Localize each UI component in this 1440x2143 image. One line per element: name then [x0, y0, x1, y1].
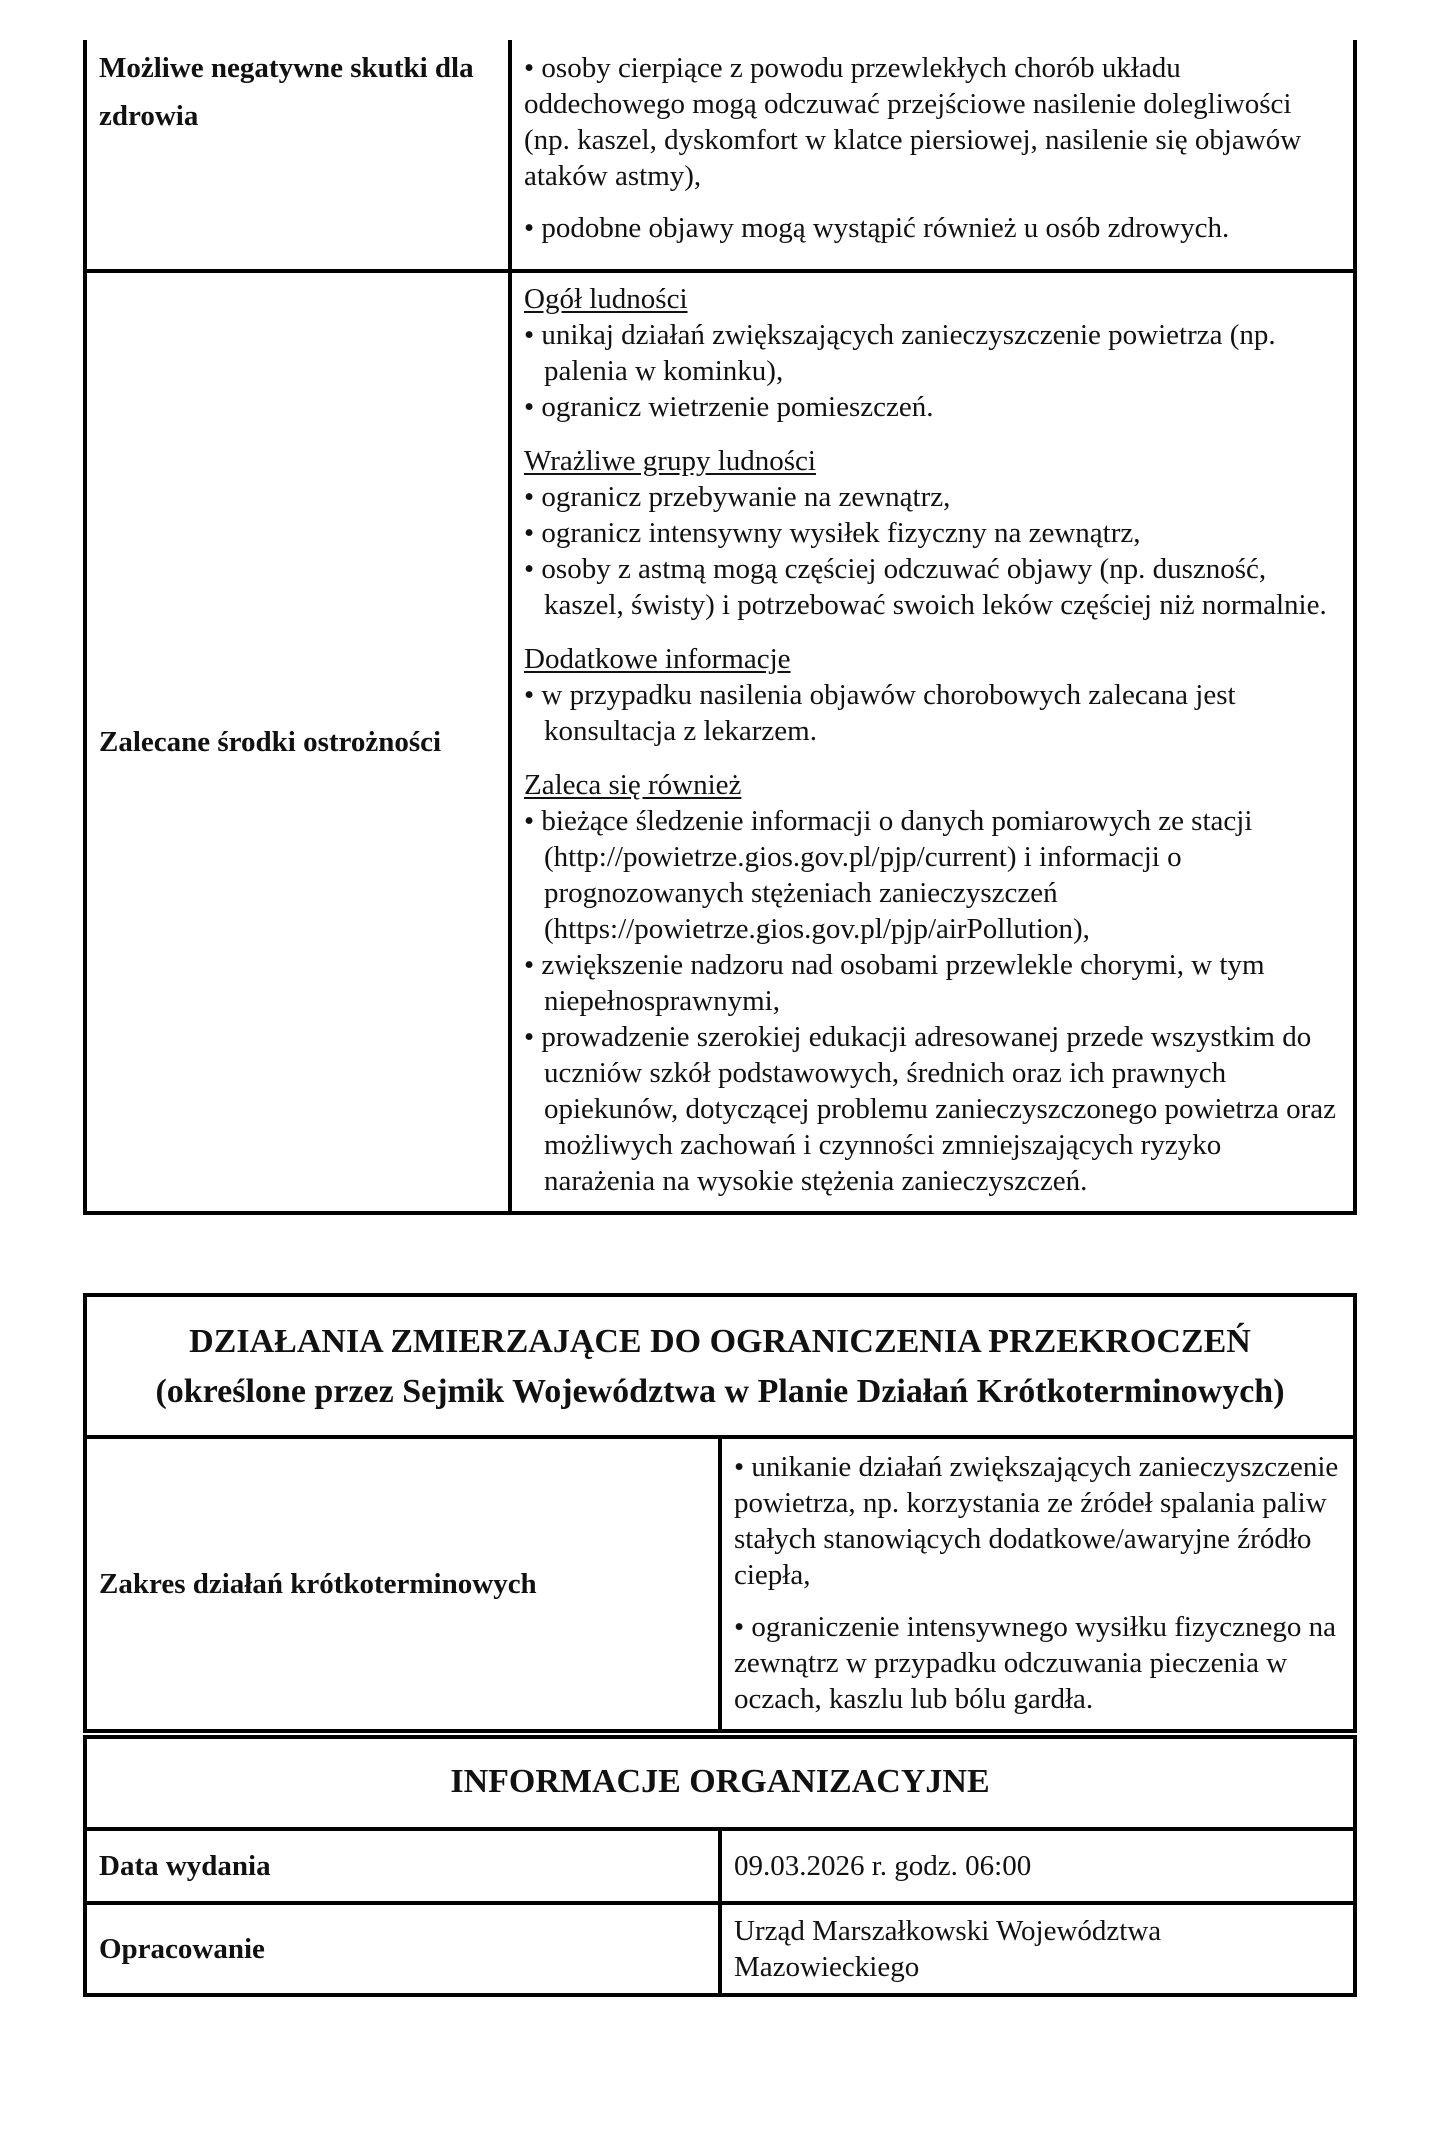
group-title: Zaleca się również: [524, 769, 742, 801]
precautions-row: [85, 271, 1355, 1213]
short-term-actions-content: [720, 1437, 1355, 1731]
actions-heading-line2: (określone przez Sejmik Województwa w Planie Działań Krótkoterminowych): [155, 1373, 1285, 1410]
list-item: • bieżące śledzenie informacji o danych pomiarowych ze stacji (http://powietrze.gios.gov.pl/pjp/current) i informacji o prognozowanych stężeniach zanieczyszczeń (https://powietrze.gios.gov.pl/pjp/airPollution),: [524, 805, 1253, 945]
org-heading: INFORMACJE ORGANIZACYJNE: [85, 1737, 1355, 1829]
prepared-by-value: Urząd Marszałkowski Województwa Mazowieckiego: [720, 1903, 1355, 1995]
list-item: • unikaj działań zwiększających zanieczyszczenie powietrza (np. palenia w kominku),: [524, 319, 1276, 387]
precaution-group-also: [524, 767, 1339, 1199]
actions-header-row: [85, 1295, 1355, 1437]
prepared-by-label: Opracowanie: [85, 1903, 720, 1995]
precaution-group-additional: [524, 641, 1339, 749]
group-title: Wrażliwe grupy ludności: [524, 445, 816, 477]
health-effects-content: [510, 40, 1355, 271]
health-effect-paragraph: • osoby cierpiące z powodu przewlekłych chorób układu oddechowego mogą odczuwać przejściowe nasilenie dolegliwości (np. kaszel, dyskomfort w klatce piersiowej, nasilenie się objawów ataków astmy),: [524, 52, 1302, 192]
actions-heading: [85, 1295, 1355, 1437]
health-effects-label: Możliwe negatywne skutki dla zdrowia: [85, 40, 510, 271]
actions-table: [83, 1293, 1357, 1733]
short-term-actions-row: [85, 1437, 1355, 1731]
precaution-group-sensitive: [524, 443, 1339, 623]
list-item: • osoby z astmą mogą częściej odczuwać objawy (np. duszność, kaszel, świsty) i potrzebować swoich leków częściej niż normalnie.: [524, 553, 1327, 621]
list-item: • zwiększenie nadzoru nad osobami przewlekle chorymi, w tym niepełnosprawnymi,: [524, 949, 1265, 1017]
list-item: • ogranicz wietrzenie pomieszczeń.: [524, 391, 934, 423]
list-item: • prowadzenie szerokiej edukacji adresowanej przede wszystkim do uczniów szkół podstawowych, średnich oraz ich prawnych opiekunów, dotyczącej problemu zanieczyszczonego powietrza oraz możliwych zachowań i czynności zmniejszających ryzyko narażenia na wysokie stężenia zanieczyszczeń.: [524, 1021, 1337, 1197]
issue-date-row: [85, 1829, 1355, 1903]
actions-heading-line1: DZIAŁANIA ZMIERZAJĄCE DO OGRANICZENIA PRZEKROCZEŃ: [189, 1323, 1251, 1360]
health-info-table: [83, 40, 1357, 1215]
list-item: • w przypadku nasilenia objawów chorobowych zalecana jest konsultacja z lekarzem.: [524, 679, 1236, 747]
action-paragraph: • unikanie działań zwiększających zanieczyszczenie powietrza, np. korzystania ze źródeł spalania paliw stałych stanowiących dodatkowe/awaryjne źródło ciepła,: [734, 1451, 1339, 1591]
action-paragraph: • ograniczenie intensywnego wysiłku fizycznego na zewnątrz w przypadku odczuwania pieczenia w oczach, kaszlu lub bólu gardła.: [734, 1611, 1337, 1715]
issue-date-label: Data wydania: [85, 1829, 720, 1903]
group-title: Ogół ludności: [524, 283, 688, 315]
group-title: Dodatkowe informacje: [524, 643, 791, 675]
short-term-actions-label: Zakres działań krótkoterminowych: [85, 1437, 720, 1731]
health-effect-paragraph: • podobne objawy mogą wystąpić również u osób zdrowych.: [524, 212, 1230, 244]
list-item: • ogranicz intensywny wysiłek fizyczny na zewnątrz,: [524, 517, 1141, 549]
health-effects-row: [85, 40, 1355, 271]
list-item: • ogranicz przebywanie na zewnątrz,: [524, 481, 951, 513]
prepared-by-row: [85, 1903, 1355, 1995]
precautions-label: Zalecane środki ostrożności: [85, 271, 510, 1213]
org-header-row: [85, 1737, 1355, 1829]
issue-date-value: 09.03.2026 r. godz. 06:00: [720, 1829, 1355, 1903]
precaution-group-general: [524, 281, 1339, 425]
org-info-table: [83, 1735, 1357, 1997]
precautions-content: [510, 271, 1355, 1213]
